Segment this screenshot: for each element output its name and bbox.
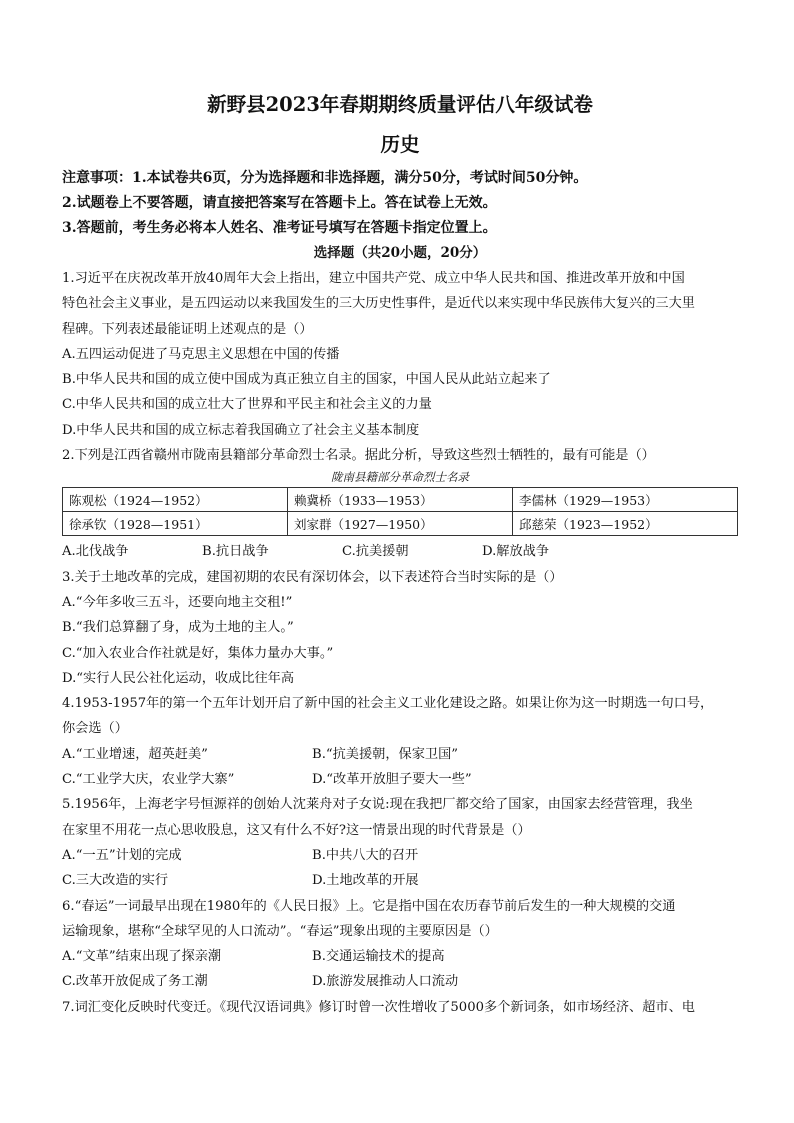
option-c: C.“工业学大庆，农业学大寨”	[62, 772, 235, 788]
table-cell: 刘家群（1927—1950）	[288, 512, 513, 536]
option-c: C.中华人民共和国的成立壮大了世界和平民主和社会主义的力量	[62, 397, 432, 413]
option-d: D.土地改革的开展	[312, 873, 419, 889]
question-stem: 1.习近平在庆祝改革开放40周年大会上指出，建立中国共产党、成立中华人民共和国、推进改革开放和中国	[62, 271, 685, 286]
question-stem: 2.下列是江西省赣州市陇南县籍部分革命烈士名录。据此分析，导致这些烈士牺牲的，最有可能是（）	[62, 448, 655, 464]
option-b: B.中华人民共和国的成立使中国成为真正独立自主的国家，中国人民从此站立起来了	[62, 372, 551, 388]
question-2	[62, 443, 738, 565]
section-title: 选择题（共20小题，20分）	[313, 245, 487, 261]
note-line: 注意事项：1.本试卷共6页，分为选择题和非选择题，满分50分，考试时间50分钟。	[62, 170, 588, 186]
note-line: 2.试题卷上不要答题，请直接把答案写在答题卡上。答在试卷上无效。	[62, 195, 497, 211]
option-a: A.“今年多收三五斗，还要向地主交租!”	[62, 594, 293, 610]
options-row	[62, 742, 738, 767]
options-row	[62, 944, 738, 969]
question-stem: 运输现象，堪称“全球罕见的人口流动”。“春运”现象出现的主要原因是（）	[62, 923, 498, 939]
table-caption: 陇南县籍部分革命烈士名录	[331, 470, 469, 485]
options-row	[62, 539, 738, 564]
table-cell: 李儒林（1929—1953）	[513, 488, 738, 512]
option-c: C.改革开放促成了务工潮	[62, 974, 208, 990]
question-stem: 6.“春运”一词最早出现在1980年的《人民日报》上。它是指中国在农历春节前后发生的一种大规模的交通	[62, 898, 676, 914]
question-stem: 3.关于土地改革的完成，建国初期的农民有深切体会，以下表述符合当时实际的是（）	[62, 569, 563, 585]
martyrs-table	[62, 487, 738, 536]
options-row	[62, 868, 738, 893]
option-a: A.五四运动促进了马克思主义思想在中国的传播	[62, 346, 340, 362]
exam-page	[62, 92, 738, 1020]
option-a: A.“文革”结束出现了探亲潮	[62, 949, 222, 965]
question-1	[62, 266, 738, 443]
question-stem: 7.词汇变化反映时代变迁。《现代汉语词典》修订时曾一次性增收了5000多个新词条，如市场经济、超市、电	[62, 999, 695, 1015]
option-b: B.“抗美援朝，保家卫国”	[312, 746, 459, 762]
table-cell: 赖冀桥（1933—1953）	[288, 488, 513, 512]
option-a: A.“工业增速，超英赶美”	[62, 746, 208, 762]
exam-notes	[62, 166, 738, 241]
question-stem: 特色社会主义事业，是五四运动以来我国发生的三大历史性事件，是近代以来实现中华民族伟大复兴的三大里	[62, 296, 695, 312]
option-b: B.交通运输技术的提高	[312, 949, 445, 965]
option-c: C.抗美援朝	[342, 544, 409, 560]
option-d: D.“实行人民公社化运动，收成比往年高	[62, 670, 295, 686]
option-d: D.解放战争	[482, 544, 550, 560]
exam-subject: 历史	[380, 133, 420, 156]
option-a: A.北伐战争	[62, 544, 129, 560]
question-5	[62, 792, 738, 893]
exam-title: 新野县2023年春期期终质量评估八年级试卷	[207, 93, 593, 116]
option-b: B.“我们总算翻了身，成为土地的主人。”	[62, 620, 294, 636]
question-stem: 5.1956年，上海老字号恒源祥的创始人沈莱舟对子女说:现在我把厂都交给了国家，由国家去经营管理，我坐	[62, 797, 693, 813]
note-line: 3.答题前，考生务必将本人姓名、准考证号填写在答题卡指定位置上。	[62, 220, 497, 236]
options-row	[62, 767, 738, 792]
table-cell: 陈观松（1924—1952）	[63, 488, 288, 512]
question-4	[62, 691, 738, 792]
question-3	[62, 565, 738, 691]
option-b: B.中共八大的召开	[312, 847, 419, 863]
options-row	[62, 843, 738, 868]
option-b: B.抗日战争	[202, 544, 269, 560]
question-stem: 在家里不用花一点心思收股息，这又有什么不好?这一情景出现的时代背景是（）	[62, 822, 531, 838]
question-6	[62, 894, 738, 995]
question-stem: 程碑。下列表述最能证明上述观点的是（）	[62, 321, 313, 337]
table-row	[63, 512, 738, 536]
option-d: D.“改革开放胆子要大一些”	[312, 772, 472, 788]
question-7	[62, 995, 738, 1020]
question-stem: 4.1953-1957年的第一个五年计划开启了新中国的社会主义工业化建设之路。如果让你为这一时期选一句口号，	[62, 696, 714, 712]
question-stem: 你会选（）	[62, 721, 128, 737]
option-d: D.旅游发展推动人口流动	[312, 974, 459, 990]
option-d: D.中华人民共和国的成立标志着我国确立了社会主义基本制度	[62, 422, 420, 438]
table-cell: 徐承钦（1928—1951）	[63, 512, 288, 536]
option-c: C.三大改造的实行	[62, 873, 169, 889]
option-a: A.“一五”计划的完成	[62, 847, 182, 863]
table-row	[63, 488, 738, 512]
table-cell: 邱慈荣（1923—1952）	[513, 512, 738, 536]
option-c: C.“加入农业合作社就是好，集体力量办大事。”	[62, 645, 334, 661]
options-row	[62, 969, 738, 994]
